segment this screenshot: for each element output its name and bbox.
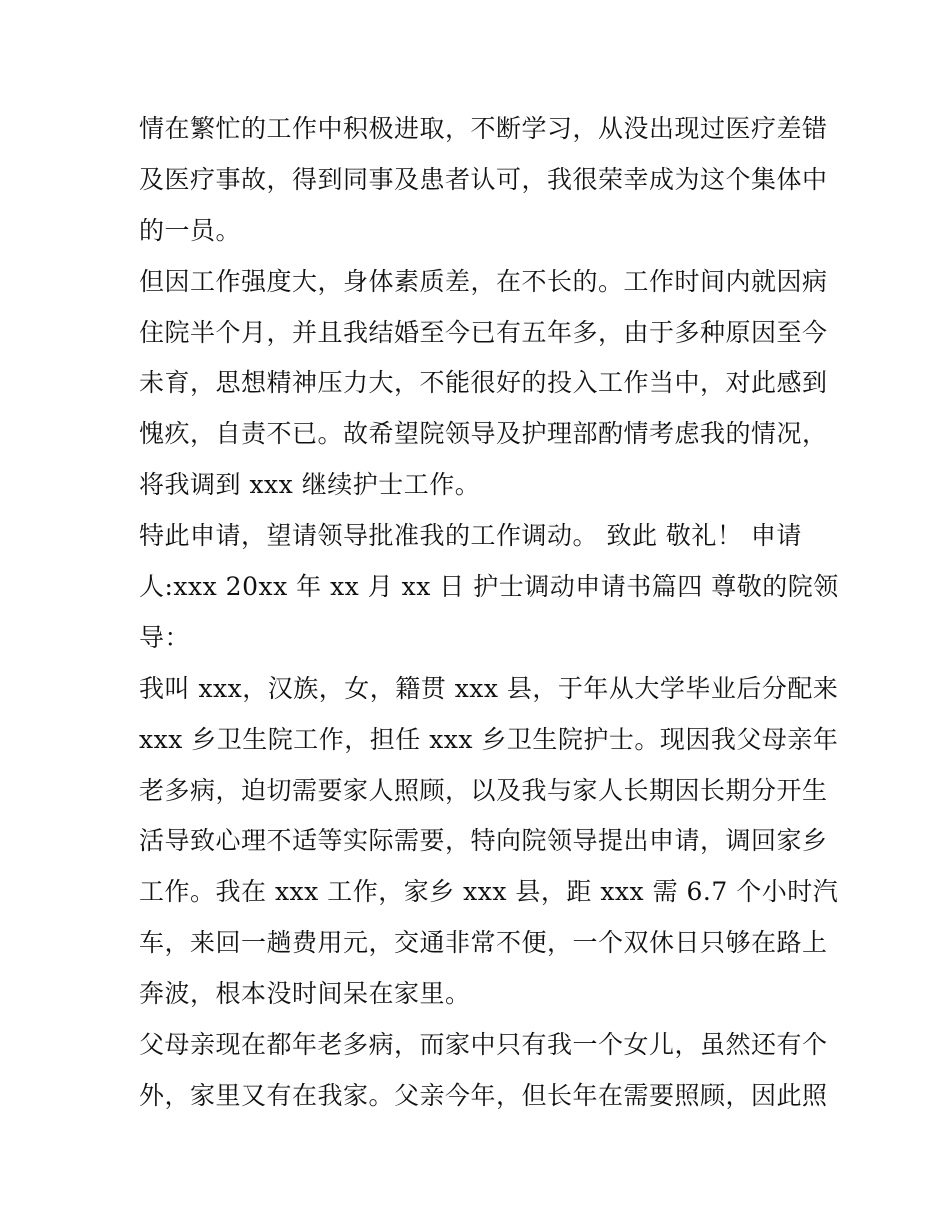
- text-line: 活导致心理不适等实际需要，特向院领导提出申请，调回家乡: [139, 826, 828, 856]
- text-line: 车，来回一趟费用元，交通非常不便，一个双休日只够在路上: [139, 928, 828, 958]
- text-line: 特此申请，望请领导批准我的工作调动。 致此 敬礼！ 申请: [139, 521, 802, 551]
- text-line: 我叫 xxx，汉族，女，籍贯 xxx 县，于年从大学毕业后分配来: [139, 673, 839, 703]
- text-line: 奔波，根本没时间呆在家里。: [139, 979, 471, 1009]
- text-line: 人:xxx 20xx 年 xx 月 xx 日 护士调动申请书篇四 尊敬的院领: [139, 572, 839, 602]
- text-line: 父母亲现在都年老多病，而家中只有我一个女儿，虽然还有个: [139, 1030, 828, 1060]
- text-line: 将我调到 xxx 继续护士工作。: [139, 470, 481, 500]
- text-line: 及医疗事故，得到同事及患者认可，我很荣幸成为这个集体中: [139, 164, 828, 194]
- text-line: 未育，思想精神压力大，不能很好的投入工作当中，对此感到: [139, 368, 828, 398]
- text-line: xxx 乡卫生院工作，担任 xxx 乡卫生院护士。现因我父母亲年: [139, 724, 839, 754]
- text-line: 导：: [139, 622, 191, 652]
- text-line: 外，家里又有在我家。父亲今年，但长年在需要照顾，因此照: [139, 1080, 828, 1110]
- text-line: 工作。我在 xxx 工作，家乡 xxx 县，距 xxx 需 6.7 个小时汽: [139, 877, 839, 907]
- text-line: 老多病，迫切需要家人照顾，以及我与家人长期因长期分开生: [139, 775, 828, 805]
- document-body: [139, 104, 839, 1122]
- text-line: 愧疚，自责不已。故希望院领导及护理部酌情考虑我的情况，: [139, 419, 828, 449]
- text-line: 住院半个月，并且我结婚至今已有五年多，由于多种原因至今: [139, 317, 828, 347]
- text-line: 情在繁忙的工作中积极进取，不断学习，从没出现过医疗差错: [139, 114, 828, 143]
- text-line: 但因工作强度大，身体素质差，在不长的。工作时间内就因病: [139, 266, 828, 296]
- text-line: 的一员。: [139, 215, 242, 245]
